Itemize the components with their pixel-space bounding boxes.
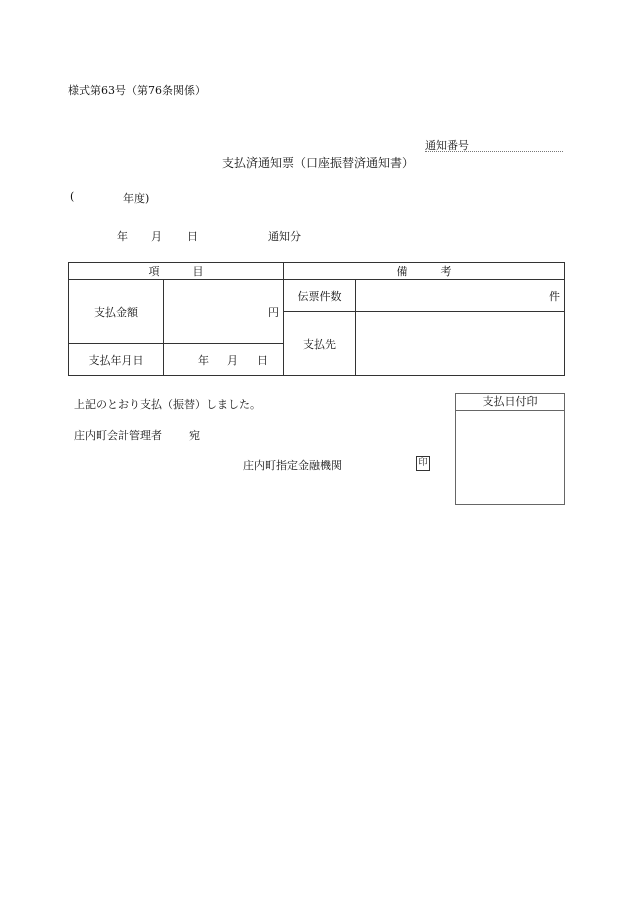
payment-date-stamp-title: 支払日付印: [456, 394, 564, 411]
payment-table: [68, 262, 565, 376]
date-year: 年: [117, 230, 128, 243]
date-day: 日: [187, 230, 198, 243]
notice-number-field[interactable]: [425, 137, 563, 152]
payment-date-month: 月: [227, 354, 238, 367]
notice-number-label: 通知番号: [425, 139, 469, 152]
slip-count-value-cell[interactable]: [356, 280, 565, 312]
fiscal-year-open: (: [70, 190, 75, 203]
slip-count-unit: 件: [549, 289, 560, 303]
payment-date-day: 日: [257, 354, 268, 367]
amount-value-cell[interactable]: [164, 280, 284, 344]
amount-unit: 円: [268, 305, 279, 319]
payment-date-stamp-box[interactable]: [455, 393, 565, 505]
amount-label: 支払金額: [69, 280, 164, 344]
addressee-suffix: 宛: [189, 429, 200, 442]
date-month: 月: [151, 230, 162, 243]
payment-date-label: 支払年月日: [69, 344, 164, 376]
payee-label: 支払先: [284, 312, 356, 376]
seal-mark: 印: [416, 456, 430, 471]
bank-name: 庄内町指定金融機関: [243, 459, 342, 472]
document-title: 支払済通知票（口座振替済通知書）: [222, 156, 415, 170]
payment-date-year: 年: [198, 354, 209, 367]
statement-text: 上記のとおり支払（振替）しました。: [74, 398, 261, 411]
notice-portion-label: 通知分: [268, 230, 301, 243]
header-item: 項 目: [69, 263, 284, 280]
payment-date-value-cell[interactable]: [164, 344, 284, 376]
header-remarks: 備 考: [284, 263, 565, 280]
fiscal-year-label: 年度): [123, 192, 150, 205]
addressee: 庄内町会計管理者: [74, 429, 162, 442]
payee-value-cell[interactable]: [356, 312, 565, 376]
form-label: 様式第63号（第76条関係）: [68, 84, 206, 97]
slip-count-label: 伝票件数: [284, 280, 356, 312]
